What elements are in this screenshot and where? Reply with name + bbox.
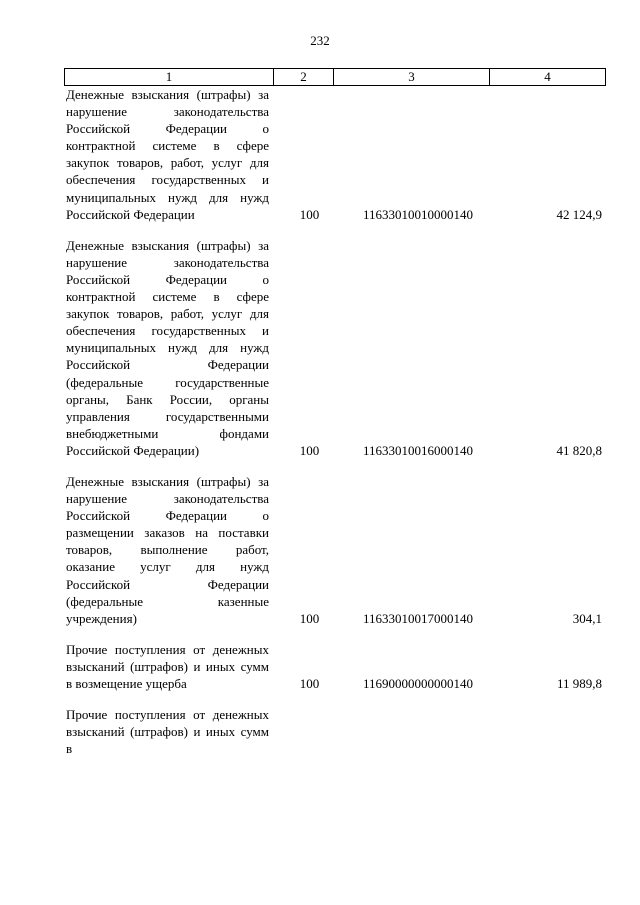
row-admin-code: 100 [299, 676, 320, 692]
table-row [64, 706, 606, 757]
row-description: Прочие поступления от денежных взысканий (штрафов) и иных сумм в возмещение ущерба [66, 641, 269, 691]
row-budget-code: 11633010017000140 [362, 610, 474, 626]
row-description: Денежные взыскания (штрафы) за нарушение законодательства Российской Федерации о контрактной системе в сфере закупок товаров, работ, услуг для обеспечения государственных и муниципальных нужд для нужд Российской Федерации (федеральные государственные органы, Банк России, органы управления государственными внебюджетными фондами Российской Федерации) [66, 237, 269, 458]
row-amount: 42 124,9 [556, 206, 602, 222]
row-description: Денежные взыскания (штрафы) за нарушение законодательства Российской Федерации о размещении заказов на поставки товаров, выполнение работ, оказание услуг для нужд Российской Федерации (федеральные казенные учреждения) [66, 473, 269, 626]
table-row [64, 473, 606, 627]
header-col-3: 3 [333, 69, 489, 85]
header-col-1: 1 [165, 69, 173, 84]
row-admin-code: 100 [299, 442, 320, 458]
table-row [64, 237, 606, 459]
table-header [64, 68, 606, 86]
row-budget-code: 11633010016000140 [362, 442, 474, 458]
row-budget-code: 11690000000000140 [362, 676, 474, 692]
table-row [64, 641, 606, 692]
row-amount: 11 989,8 [556, 676, 602, 692]
row-admin-code: 100 [299, 206, 320, 222]
row-amount: 304,1 [572, 610, 602, 626]
header-col-4: 4 [489, 69, 605, 85]
row-budget-code: 11633010010000140 [362, 206, 474, 222]
header-col-2: 2 [273, 69, 333, 85]
row-amount: 41 820,8 [556, 442, 602, 458]
row-description: Прочие поступления от денежных взысканий (штрафов) и иных сумм в [66, 707, 269, 757]
page-number: 232 [310, 33, 330, 48]
row-description: Денежные взыскания (штрафы) за нарушение законодательства Российской Федерации о контрактной системе в сфере закупок товаров, работ, услуг для обеспечения государственных и муниципальных нужд для нужд Российской Федерации [66, 87, 269, 222]
row-admin-code: 100 [299, 610, 320, 626]
table-row [64, 86, 606, 223]
table-body [64, 86, 606, 757]
